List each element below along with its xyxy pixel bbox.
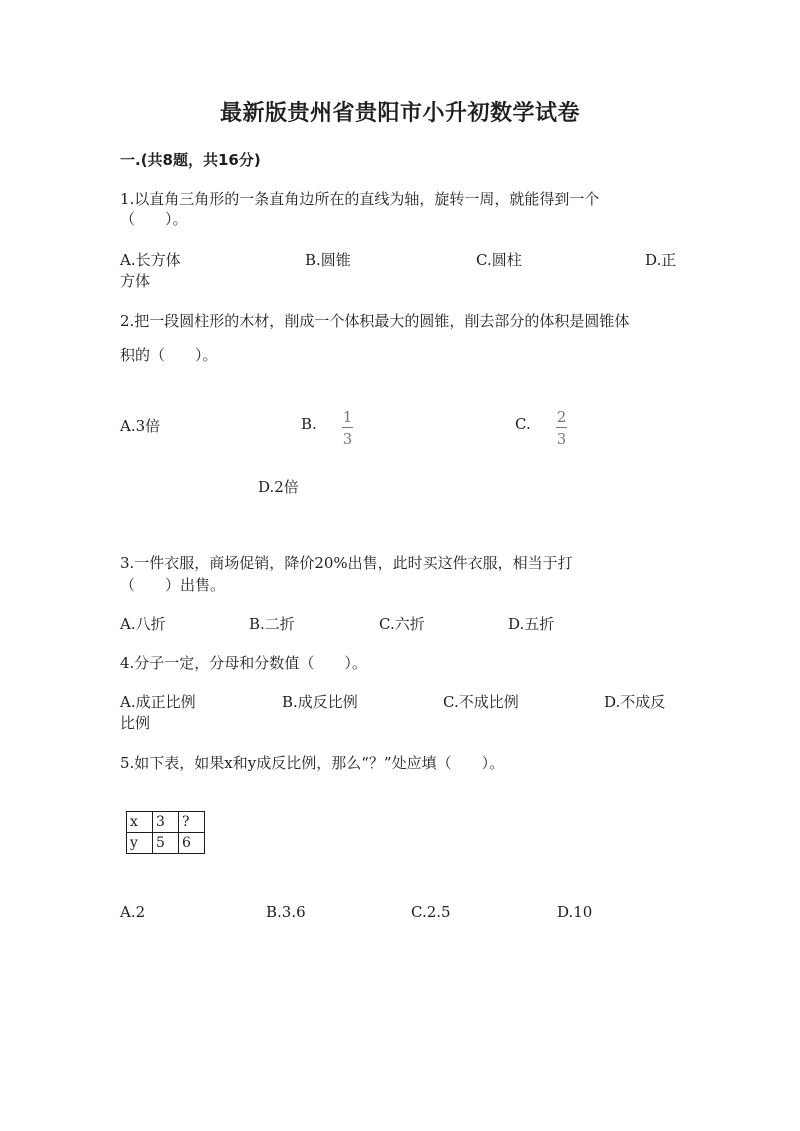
question-4-option-c[interactable]: C.不成比例 — [443, 693, 519, 711]
table-cell: y — [127, 833, 153, 854]
question-2-option-b-label[interactable]: B. — [301, 415, 317, 433]
question-2-text-line-1: 2.把一段圆柱形的木材，削成一个体积最大的圆锥，削去部分的体积是圆锥体 — [120, 312, 630, 330]
question-5-option-d[interactable]: D.10 — [557, 903, 593, 921]
question-3-option-b[interactable]: B.二折 — [249, 615, 295, 633]
fraction-denominator: 3 — [556, 430, 567, 448]
question-5-option-a[interactable]: A.2 — [120, 903, 146, 921]
xy-table — [126, 811, 205, 854]
question-3-text-line-1: 3.一件衣服，商场促销，降价20%出售，此时买这件衣服，相当于打 — [120, 554, 573, 572]
question-1-option-d-wrap: 方体 — [120, 272, 151, 290]
question-1-text-line-2: （ ）。 — [120, 210, 188, 228]
question-3-option-a[interactable]: A.八折 — [120, 615, 166, 633]
question-4-option-b[interactable]: B.成反比例 — [282, 693, 358, 711]
section-heading: 一.(共8题，共16分) — [120, 151, 261, 169]
question-1-option-c[interactable]: C.圆柱 — [476, 251, 522, 269]
question-2-option-c-label[interactable]: C. — [515, 415, 531, 433]
question-3-text-line-2: （ ）出售。 — [120, 576, 226, 594]
table-cell: x — [127, 812, 153, 833]
question-2-text-line-2: 积的（ ）。 — [120, 346, 218, 364]
fraction-denominator: 3 — [342, 430, 353, 448]
question-4-option-a[interactable]: A.成正比例 — [120, 693, 196, 711]
question-2-option-b-fraction — [342, 408, 353, 448]
table-cell: 5 — [153, 833, 179, 854]
question-1-option-a[interactable]: A.长方体 — [120, 251, 181, 269]
table-cell: 6 — [179, 833, 205, 854]
question-1-option-b[interactable]: B.圆锥 — [305, 251, 351, 269]
table-row — [127, 812, 205, 833]
question-5-text: 5.如下表，如果x和y成反比例，那么“？”处应填（ ）。 — [120, 754, 505, 772]
question-3-option-c[interactable]: C.六折 — [379, 615, 425, 633]
table-row — [127, 833, 205, 854]
fraction-numerator: 1 — [342, 408, 353, 426]
table-cell: ? — [179, 812, 205, 833]
fraction-numerator: 2 — [556, 408, 567, 426]
question-3-option-d[interactable]: D.五折 — [508, 615, 555, 633]
question-4-option-d[interactable]: D.不成反 — [604, 693, 666, 711]
fraction-bar — [342, 427, 353, 428]
question-5-option-c[interactable]: C.2.5 — [411, 903, 451, 921]
question-2-option-c-fraction — [556, 408, 567, 448]
question-2-option-d[interactable]: D.2倍 — [258, 478, 299, 496]
page-title: 最新版贵州省贵阳市小升初数学试卷 — [219, 101, 580, 126]
question-4-text: 4.分子一定，分母和分数值（ ）。 — [120, 654, 367, 672]
question-1-text-line-1: 1.以直角三角形的一条直角边所在的直线为轴，旋转一周，就能得到一个 — [120, 190, 600, 208]
fraction-bar — [556, 427, 567, 428]
table-cell: 3 — [153, 812, 179, 833]
question-5-option-b[interactable]: B.3.6 — [266, 903, 306, 921]
question-2-option-a[interactable]: A.3倍 — [120, 417, 161, 435]
question-1-option-d[interactable]: D.正 — [645, 251, 677, 269]
question-4-option-d-wrap: 比例 — [120, 714, 151, 732]
